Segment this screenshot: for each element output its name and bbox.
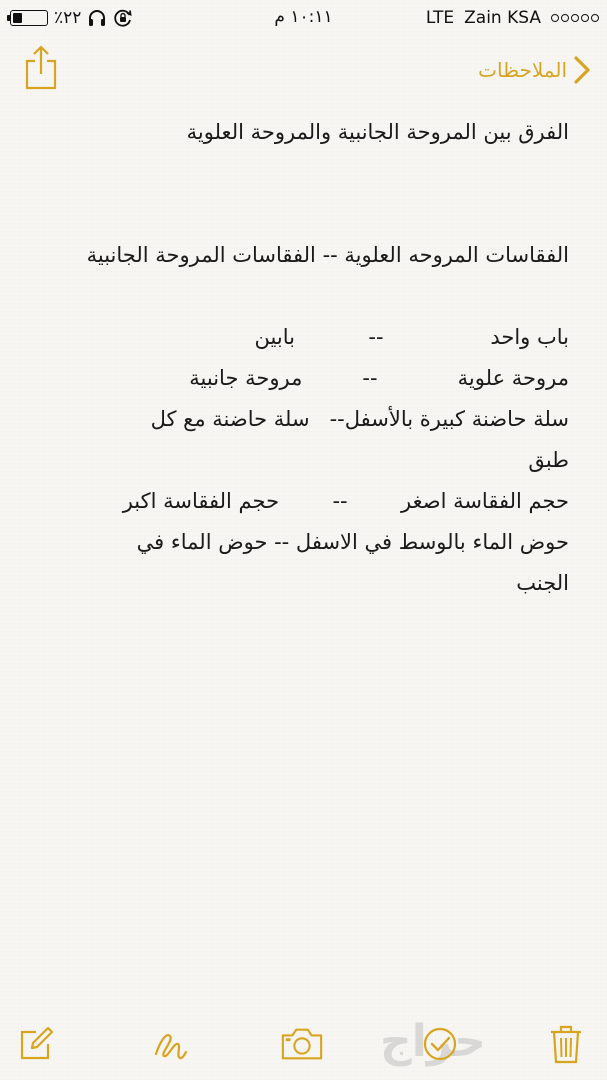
bottom-toolbar (0, 1000, 607, 1080)
nav-bar (0, 36, 607, 104)
status-time: ١٠:١١ م (274, 7, 333, 27)
note-line: الجنب (516, 571, 569, 595)
note-line: باب واحد -- بابين (254, 325, 569, 349)
note-line: مروحة علوية -- مروحة جانبية (189, 366, 569, 390)
watermark-logo: حراج (380, 1016, 486, 1067)
status-right (426, 7, 599, 29)
note-line: طبق (528, 448, 569, 472)
note-line: حجم الفقاسة اصغر -- حجم الفقاسة اكبر (122, 489, 569, 513)
sketch-button[interactable] (148, 1022, 192, 1066)
note-body[interactable] (59, 112, 569, 604)
share-icon (22, 44, 60, 92)
back-button[interactable] (478, 50, 591, 90)
note-line: سلة حاضنة كبيرة بالأسفل-- سلة حاضنة مع كل (150, 407, 569, 431)
network-type: LTE (425, 8, 455, 28)
compose-icon (18, 1026, 54, 1062)
note-line: حوض الماء بالوسط في الاسفل -- حوض الماء في (136, 530, 569, 554)
trash-icon (549, 1024, 583, 1064)
compose-button[interactable] (14, 1022, 58, 1066)
delete-button[interactable] (544, 1022, 588, 1066)
back-label: الملاحظات (478, 58, 567, 82)
note-line (59, 153, 569, 194)
share-button[interactable] (22, 44, 60, 92)
note-line: الفقاسات المروحه العلوية -- الفقاسات المروحة الجانبية (86, 243, 569, 267)
camera-button[interactable] (280, 1022, 324, 1066)
carrier-name: Zain KSA (464, 8, 541, 28)
checklist-icon (420, 1024, 460, 1064)
signal-strength-icon (551, 14, 599, 22)
chevron-right-icon (573, 55, 591, 85)
status-bar (0, 0, 607, 36)
note-line (59, 276, 569, 317)
battery-percent: ٪٢٢ (54, 8, 82, 28)
camera-icon (280, 1026, 324, 1062)
sketch-icon (150, 1024, 190, 1064)
note-line (59, 194, 569, 235)
note-title: الفرق بين المروحة الجانبية والمروحة العلوية (186, 120, 569, 144)
checklist-button[interactable] (418, 1022, 462, 1066)
